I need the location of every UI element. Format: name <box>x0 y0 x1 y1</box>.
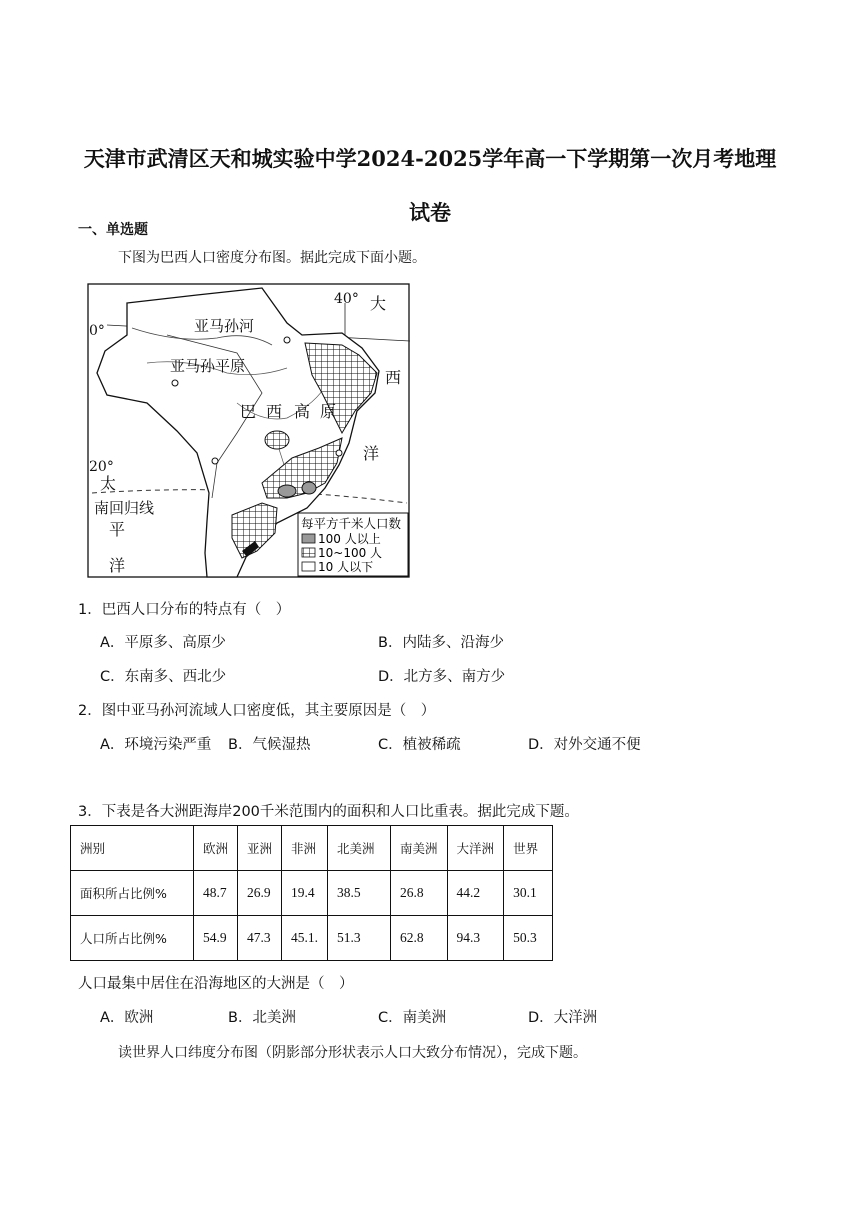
pacific-char-3: 洋 <box>109 556 126 575</box>
pacific-char-1: 太 <box>100 474 117 493</box>
table-cell: 51.3 <box>328 916 391 961</box>
table-header-cell: 北美洲 <box>328 826 391 871</box>
question-2-option-a[interactable]: A．环境污染严重 <box>100 737 212 753</box>
high-density-spot-2 <box>302 482 316 494</box>
atlantic-char-3: 洋 <box>363 444 380 463</box>
table-cell: 62.8 <box>391 916 448 961</box>
highland-char-4: 原 <box>320 402 337 421</box>
table-cell: 19.4 <box>282 871 328 916</box>
table-cell: 38.5 <box>328 871 391 916</box>
table-cell: 人口所占比例% <box>71 916 194 961</box>
question-2-stem: 2．图中亚马孙河流域人口密度低，其主要原因是（ ） <box>78 703 436 719</box>
tropic-label: 南回归线 <box>94 499 155 517</box>
question-1-stem: 1．巴西人口分布的特点有（ ） <box>78 602 291 618</box>
legend-item-medium: 10~100 人 <box>318 546 383 560</box>
table-row <box>71 916 553 961</box>
intro-paragraph-1: 下图为巴西人口密度分布图。据此完成下面小题。 <box>118 250 426 266</box>
table-cell: 48.7 <box>194 871 238 916</box>
legend-title: 每平方千米人口数 <box>301 516 402 531</box>
legend-swatch-medium <box>302 548 315 557</box>
table-cell: 94.3 <box>447 916 504 961</box>
amazon-plain-label: 亚马孙平原 <box>170 357 246 375</box>
question-2-option-b[interactable]: B．气候湿热 <box>228 737 311 753</box>
table-header-cell: 亚洲 <box>238 826 282 871</box>
legend-item-low: 10 人以下 <box>318 560 374 574</box>
map-legend <box>298 513 408 576</box>
table-header-cell: 欧洲 <box>194 826 238 871</box>
table-cell: 30.1 <box>504 871 553 916</box>
coastal-population-table <box>70 825 553 961</box>
table-cell: 47.3 <box>238 916 282 961</box>
highland-char-1: 巴 <box>240 402 257 421</box>
table-cell: 50.3 <box>504 916 553 961</box>
exam-title-line1: 天津市武清区天和城实验中学2024-2025学年高一下学期第一次月考地理 <box>83 146 777 171</box>
exam-title-line2: 试卷 <box>409 200 451 225</box>
pacific-char-2: 平 <box>109 520 126 539</box>
table-header-cell: 南美洲 <box>391 826 448 871</box>
lat-20-label: 20° <box>89 459 114 475</box>
question-1-option-c[interactable]: C．东南多、西北少 <box>100 669 227 685</box>
question-1-option-d[interactable]: D．北方多、南方少 <box>378 669 506 685</box>
legend-swatch-low <box>302 562 315 571</box>
table-cell: 26.9 <box>238 871 282 916</box>
question-2-option-c[interactable]: C．植被稀疏 <box>378 737 461 753</box>
table-header-cell: 非洲 <box>282 826 328 871</box>
table-cell: 54.9 <box>194 916 238 961</box>
atlantic-char-2: 西 <box>385 368 402 387</box>
question-1-option-b[interactable]: B．内陆多、沿海少 <box>378 635 504 651</box>
intro-paragraph-2: 读世界人口纬度分布图（阴影部分形状表示人口大致分布情况），完成下题。 <box>118 1045 587 1061</box>
question-3-option-d[interactable]: D．大洋洲 <box>528 1010 598 1026</box>
section-heading: 一、单选题 <box>78 222 148 238</box>
lon-40-label: 40° <box>334 291 359 307</box>
atlantic-char-1: 大 <box>370 294 387 313</box>
question-1-option-a[interactable]: A．平原多、高原少 <box>100 635 226 651</box>
lat-0-label: 0° <box>89 323 105 339</box>
brazil-population-map <box>87 283 410 578</box>
question-3-option-c[interactable]: C．南美洲 <box>378 1010 447 1026</box>
density-area-central <box>265 431 289 449</box>
table-cell: 26.8 <box>391 871 448 916</box>
question-3-stem: 3．下表是各大洲距海岸200千米范围内的面积和人口比重表。据此完成下题。 <box>78 804 579 820</box>
question-2-option-d[interactable]: D．对外交通不便 <box>528 737 641 753</box>
table-cell: 45.1. <box>282 916 328 961</box>
legend-item-high: 100 人以上 <box>318 532 381 546</box>
highland-char-2: 西 <box>266 402 283 421</box>
table-header-cell: 世界 <box>504 826 553 871</box>
question-3-question: 人口最集中居住在沿海地区的大洲是（ ） <box>78 976 354 992</box>
table-row <box>71 871 553 916</box>
high-density-spot-1 <box>278 485 296 497</box>
exam-title <box>60 132 800 240</box>
legend-swatch-high <box>302 534 315 543</box>
table-cell: 44.2 <box>447 871 504 916</box>
table-header-cell: 洲别 <box>71 826 194 871</box>
table-cell: 面积所占比例% <box>71 871 194 916</box>
table-header-cell: 大洋洲 <box>447 826 504 871</box>
question-3-option-b[interactable]: B．北美洲 <box>228 1010 296 1026</box>
highland-char-3: 高 <box>294 402 311 421</box>
amazon-river-label: 亚马孙河 <box>194 317 255 335</box>
table-row <box>71 826 553 871</box>
question-3-option-a[interactable]: A．欧洲 <box>100 1010 154 1026</box>
